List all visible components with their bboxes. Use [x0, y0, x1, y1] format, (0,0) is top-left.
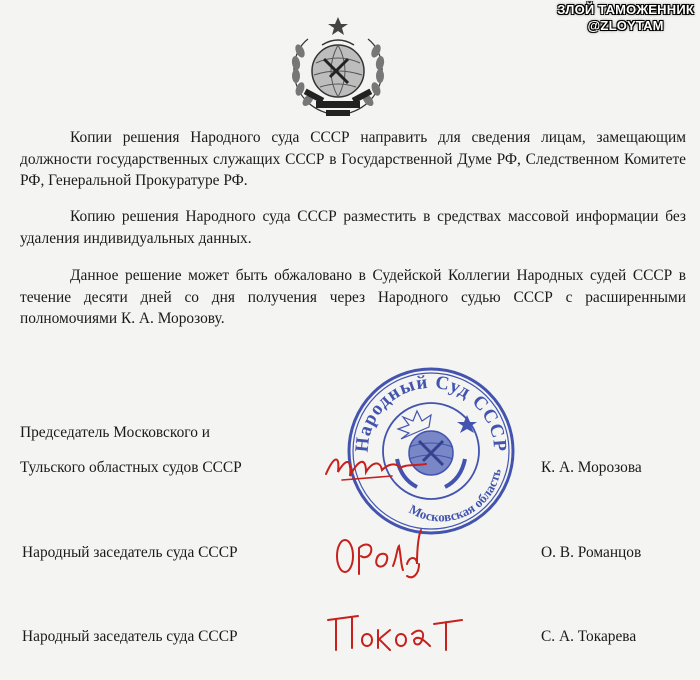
signature-tokareva — [322, 610, 472, 656]
signatory-1-name: К. А. Морозова — [541, 459, 642, 476]
watermark-line1: ЗЛОЙ ТАМОЖЕННИК — [557, 2, 694, 17]
paragraph-media-publication: Копию решения Народного суда СССР разместить в средствах массовой информации без удаления индивидуальных данных. — [20, 208, 686, 247]
paragraph-copies-distribution: Копии решения Народного суда СССР направить для сведения лицам, замещающим должности государственных служащих СССР в Государственной Думе РФ, Следственном Комитете РФ, Генеральной Прокуратуре РФ. — [20, 129, 686, 189]
signatory-1-title-line2: Тульского областных судов СССР — [20, 459, 242, 476]
signatory-2-title: Народный заседатель суда СССР — [22, 544, 238, 561]
paragraph-appeal-procedure: Данное решение может быть обжаловано в Судейской Коллегии Народных судей СССР в течение десяти дней со дня получения через Народного судью СССР с расширенными полномочиями К. А. Морозову. — [20, 267, 686, 327]
ussr-coat-of-arms-icon — [286, 15, 390, 125]
stamp-outer-text: Народный Суд СССР — [351, 371, 511, 454]
signatory-3-name: С. А. Токарева — [541, 628, 637, 645]
signature-morozova — [322, 446, 432, 490]
stamp-lower-text: Московская область — [406, 467, 504, 525]
watermark — [557, 2, 694, 34]
signatory-2-name: О. В. Романцов — [541, 544, 642, 561]
signatory-1-title-line1: Председатель Московского и — [20, 424, 210, 441]
watermark-line2: @ZLOYTAM — [587, 18, 664, 33]
signature-romantsov — [333, 526, 433, 584]
signatory-3-title: Народный заседатель суда СССР — [22, 628, 238, 645]
